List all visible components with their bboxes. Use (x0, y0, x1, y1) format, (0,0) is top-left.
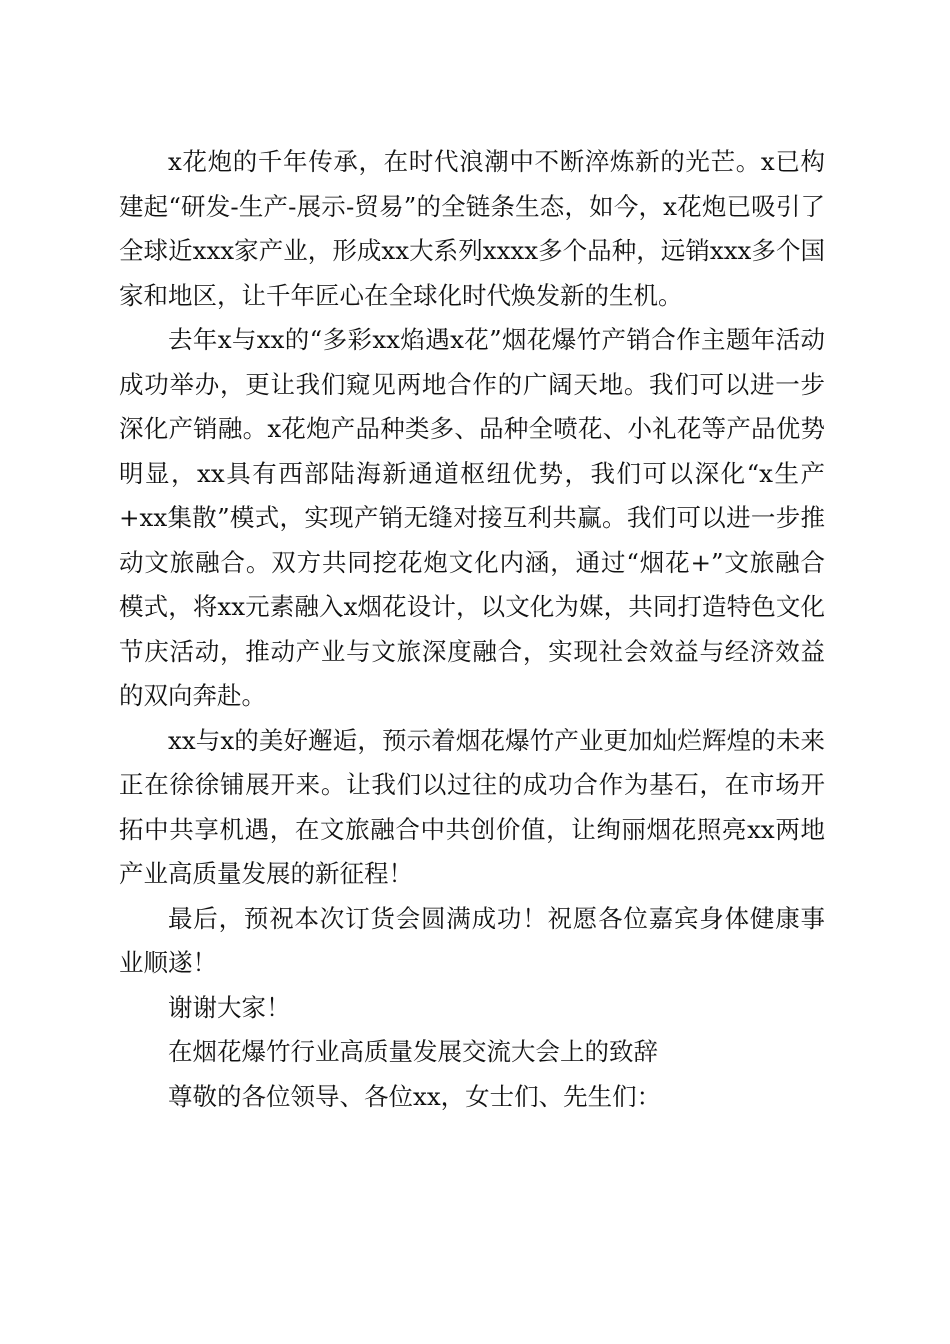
next-speech-title: 在烟花爆竹行业高质量发展交流大会上的致辞 (168, 1037, 658, 1066)
paragraph-wishes: 最后，预祝本次订货会圆满成功！祝愿各位嘉宾身体健康事业顺遂！ (119, 903, 825, 977)
paragraph-cooperation: 去年x与xx的“多彩xx焰遇x花”烟花爆竹产销合作主题年活动成功举办，更让我们窥见两地合作的广阔天地。我们可以进一步深化产销融。x花炮产品种类多、品种全喷花、小礼花等产品优势明显，xx具有西部陆海新通道枢纽优势，我们可以深化“x生产+xx集散”模式，实现产销无缝对接互利共赢。我们可以进一步推动文旅融合。双方共同挖花炮文化内涵，通过“烟花+”文旅融合模式，将xx元素融入x烟花设计，以文化为媒，共同打造特色文化节庆活动，推动产业与文旅深度融合，实现社会效益与经济效益的双向奔赴。 (119, 325, 825, 710)
document-body (119, 140, 825, 1119)
paragraph-future: xx与x的美好邂逅，预示着烟花爆竹产业更加灿烂辉煌的未来正在徐徐铺展开来。让我们以过往的成功合作为基石，在市场开拓中共享机遇，在文旅融合中共创价值，让绚丽烟花照亮xx两地产业高质量发展的新征程！ (119, 725, 825, 888)
paragraph-heritage: x花炮的千年传承，在时代浪潮中不断淬炼新的光芒。x已构建起“研发-生产-展示-贸易”的全链条生态，如今，x花炮已吸引了全球近xxx家产业，形成xx大系列xxxx多个品种，远销xxx多个国家和地区，让千年匠心在全球化时代焕发新的生机。 (119, 147, 825, 310)
next-speech-salutation: 尊敬的各位领导、各位xx，女士们、先生们： (168, 1081, 662, 1111)
closing-thanks: 谢谢大家！ (168, 992, 291, 1022)
